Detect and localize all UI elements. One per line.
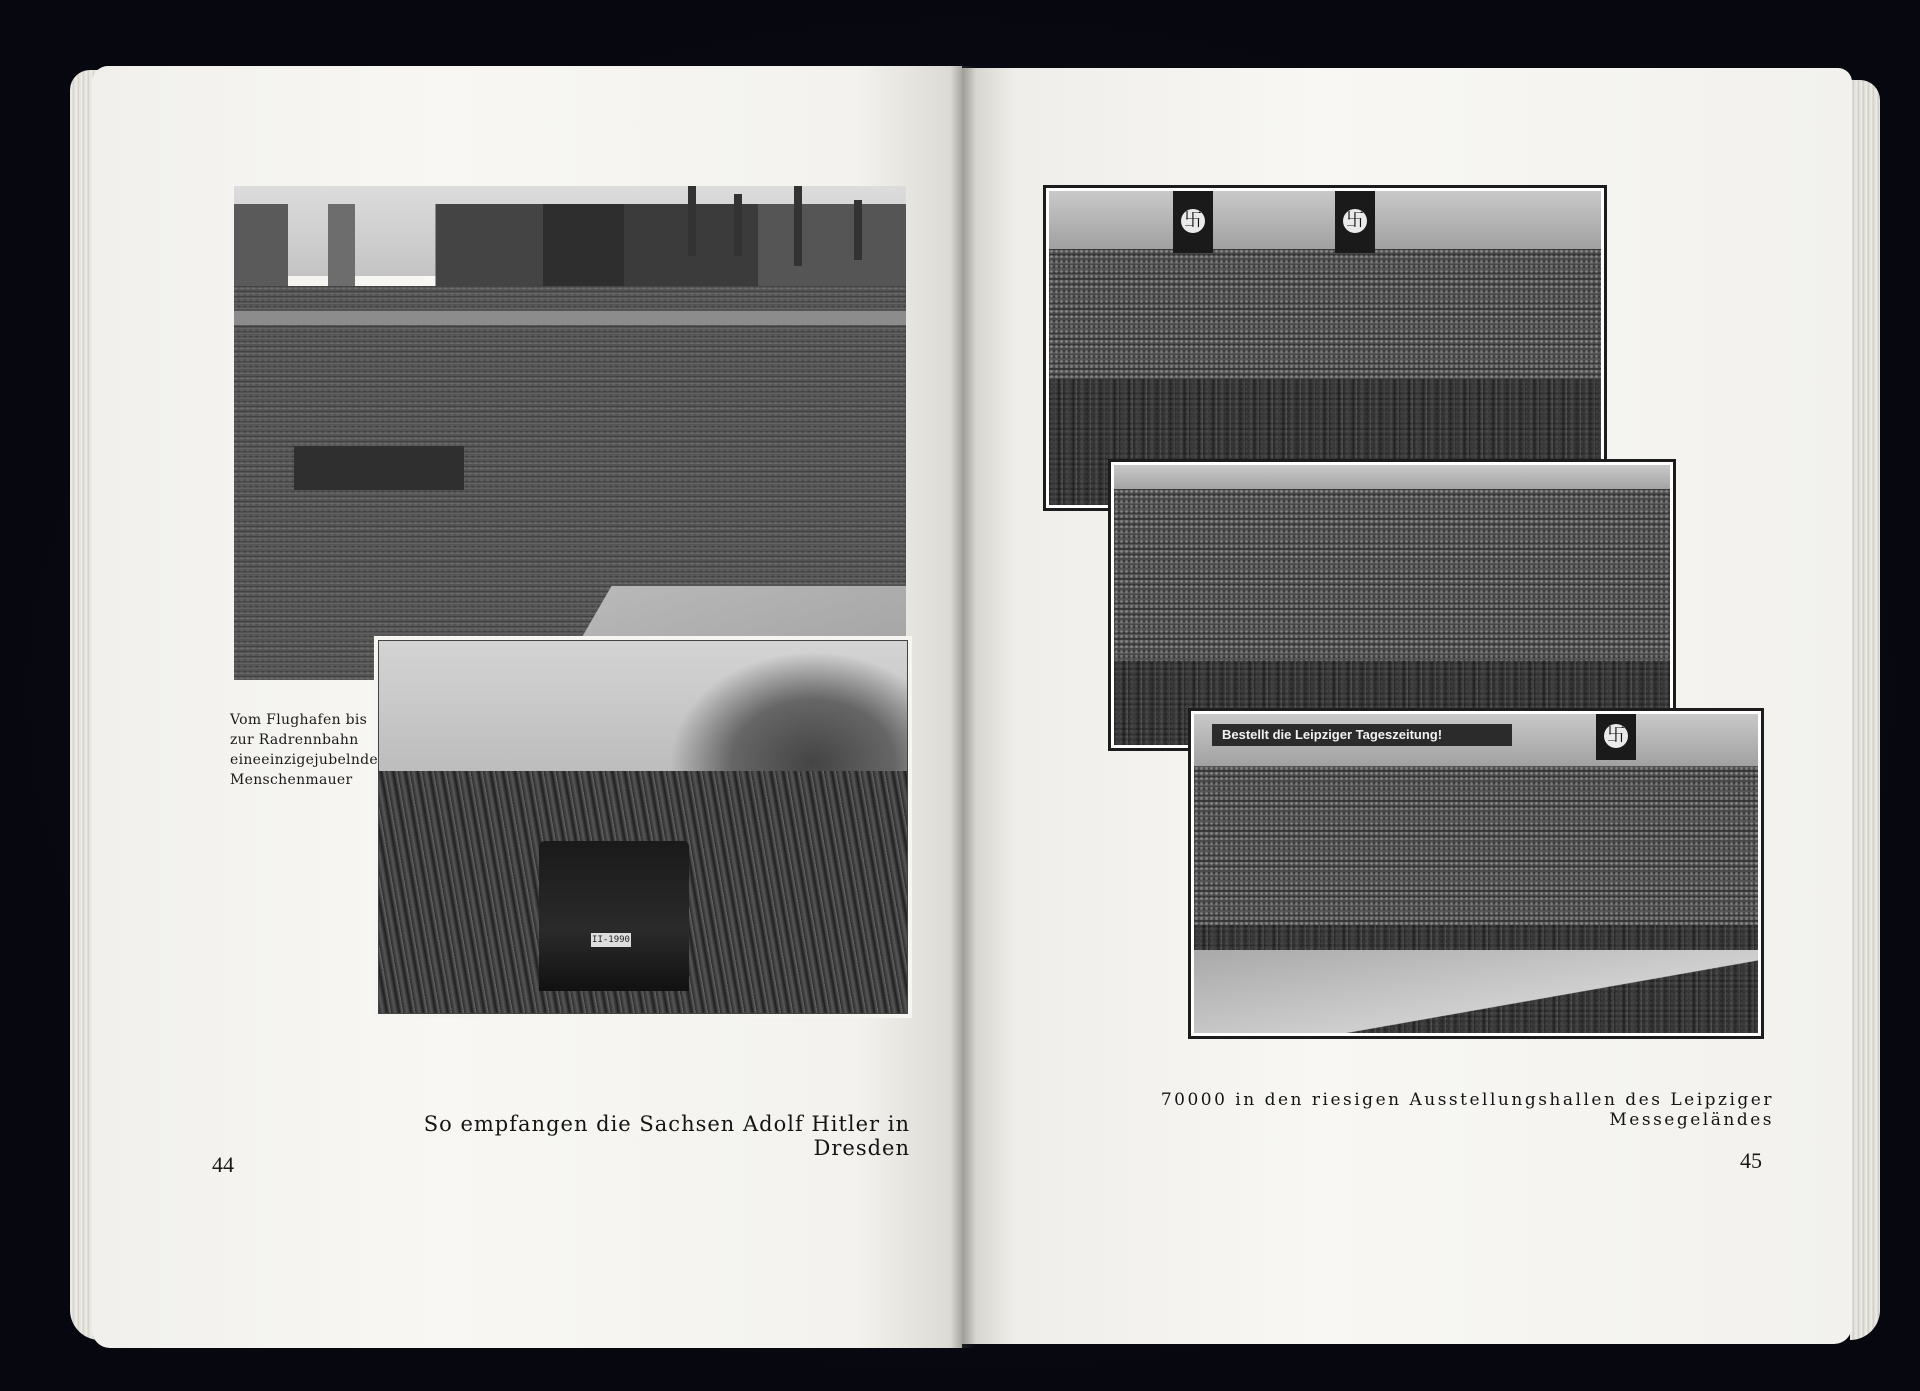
car-license-plate: II-1990 bbox=[592, 935, 630, 945]
flag: 卐 bbox=[1173, 191, 1213, 253]
open-car bbox=[539, 841, 689, 991]
flag: 卐 bbox=[1596, 714, 1636, 760]
page-edges-right bbox=[1850, 80, 1880, 1340]
page-number-left: 44 bbox=[212, 1152, 234, 1177]
hall-banner: Bestellt die Leipziger Tageszeitung! bbox=[1212, 724, 1512, 746]
page-number-right: 45 bbox=[1740, 1148, 1762, 1173]
flag: 卐 bbox=[1335, 191, 1375, 253]
car-crowd-photo bbox=[378, 640, 908, 1014]
left-page-caption: So empfangen die Sachsen Adolf Hitler in Dresden bbox=[423, 1112, 910, 1160]
hall-photo-bottom bbox=[1188, 708, 1764, 1039]
rally-field-photo bbox=[234, 186, 906, 680]
side-caption: Vom Flughafen bis zur Radrennbahn eineeinzigejubelnde Menschenmauer bbox=[230, 712, 378, 788]
book-spine bbox=[950, 66, 976, 1348]
right-page-caption: 70000 in den riesigen Ausstellungshallen des Leipziger Messegeländes bbox=[1160, 1090, 1774, 1130]
